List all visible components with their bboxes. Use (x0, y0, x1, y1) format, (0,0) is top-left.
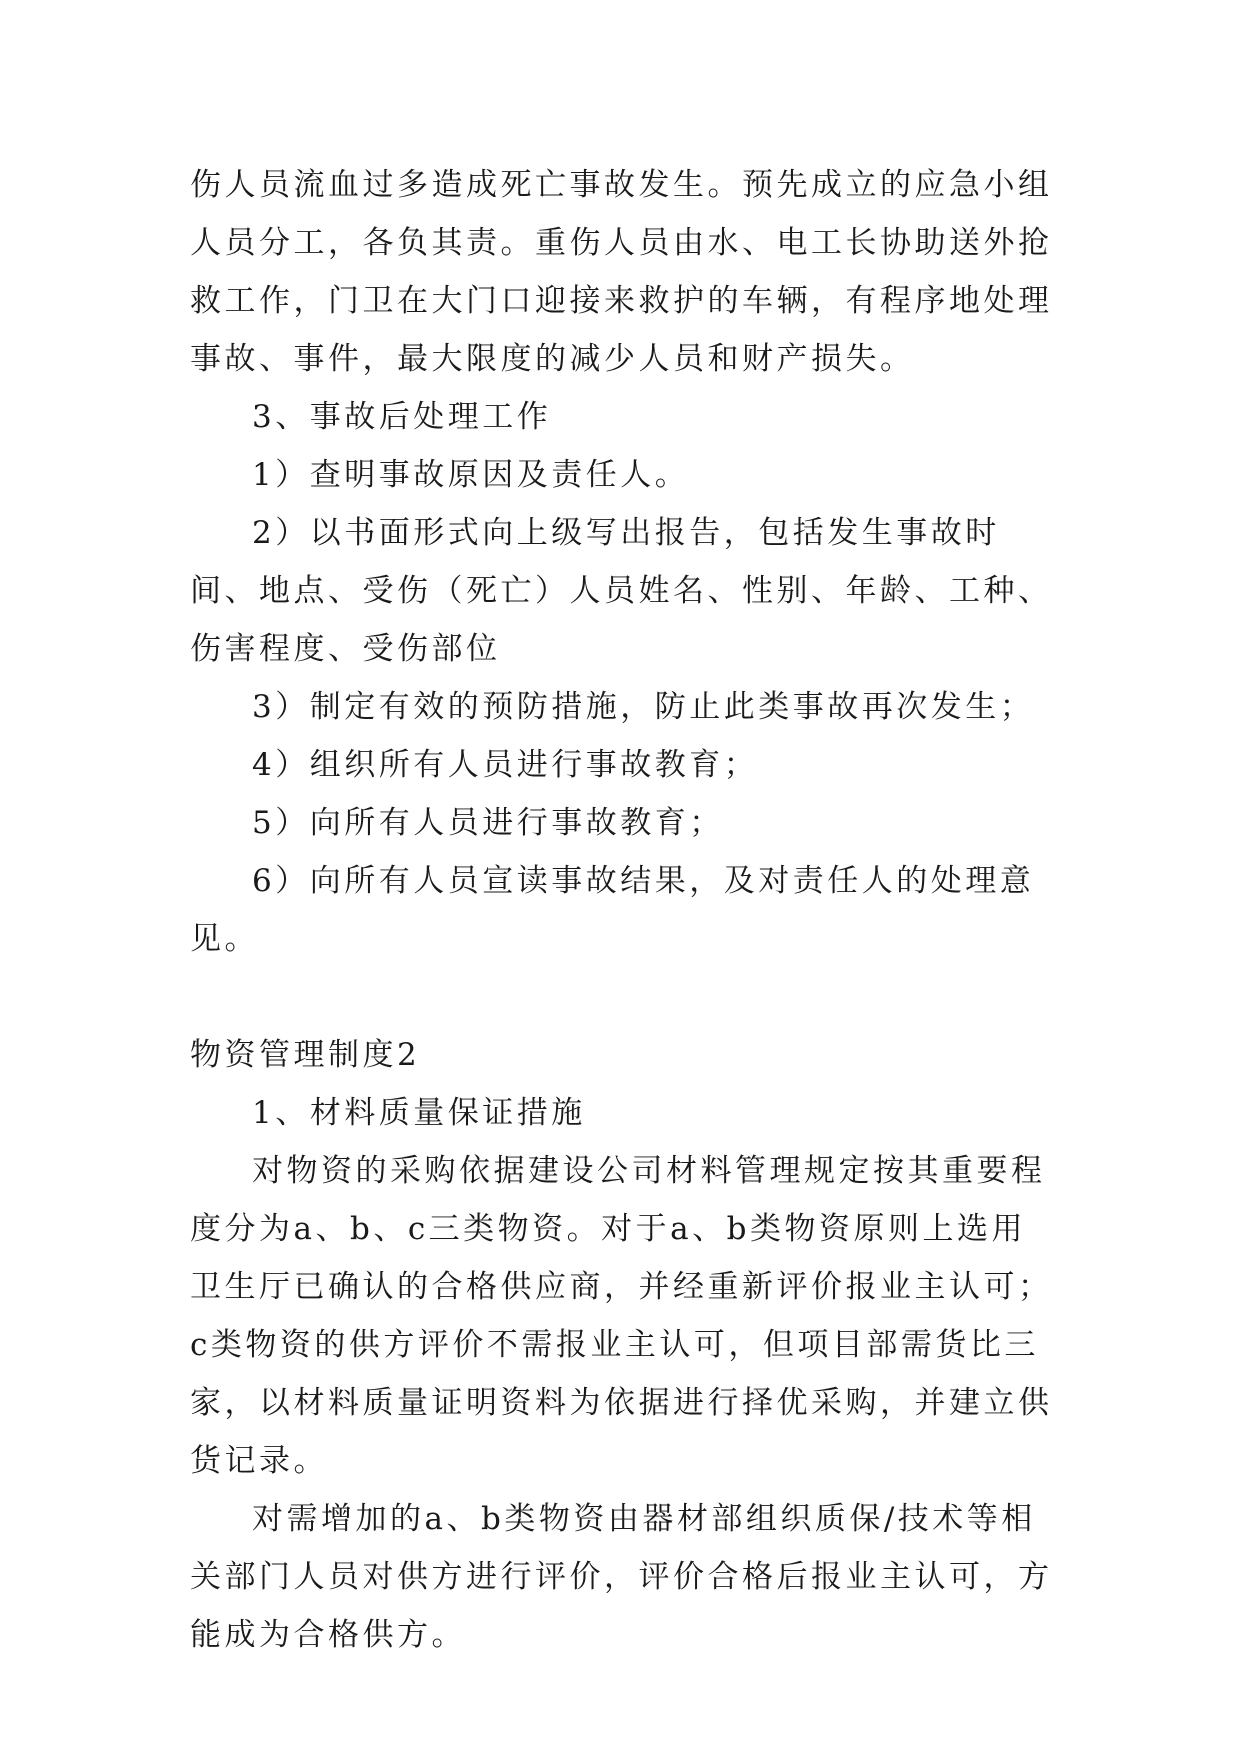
list-item-6: 6）向所有人员宣读事故结果，及对责任人的处理意见。 (190, 863, 1035, 957)
list-item-4: 4）组织所有人员进行事故教育； (252, 747, 759, 783)
list-item-1: 1）查明事故原因及责任人。 (252, 457, 690, 493)
document-body (190, 156, 1060, 1664)
paragraph-continuation: 伤人员流血过多造成死亡事故发生。预先成立的应急小组人员分工，各负其责。重伤人员由水、电工长协助送外抢救工作，门卫在大门口迎接来救护的车辆，有程序地处理事故、事件，最大限度的减少人员和财产损失。 (190, 167, 1053, 377)
heading-accident-aftermath: 3、事故后处理工作 (252, 399, 552, 435)
subheading-material-quality: 1、材料质量保证措施 (252, 1095, 586, 1131)
section-title: 物资管理制度2 (190, 1037, 421, 1073)
list-item-5: 5）向所有人员进行事故教育； (252, 805, 724, 841)
list-item-2: 2）以书面形式向上级写出报告，包括发生事故时间、地点、受伤（死亡）人员姓名、性别、年龄、工种、伤害程度、受伤部位 (190, 515, 1053, 667)
paragraph-supplier-evaluation: 对需增加的a、b类物资由器材部组织质保/技术等相关部门人员对供方进行评价，评价合格后报业主认可，方能成为合格供方。 (190, 1501, 1053, 1653)
list-item-3: 3）制定有效的预防措施，防止此类事故再次发生； (252, 689, 1035, 725)
paragraph-procurement: 对物资的采购依据建设公司材料管理规定按其重要程度分为a、b、c三类物资。对于a、b类物资原则上选用卫生厅已确认的合格供应商，并经重新评价报业主认可；c类物资的供方评价不需报业主认可，但项目部需货比三家，以材料质量证明资料为依据进行择优采购，并建立供货记录。 (190, 1153, 1053, 1479)
